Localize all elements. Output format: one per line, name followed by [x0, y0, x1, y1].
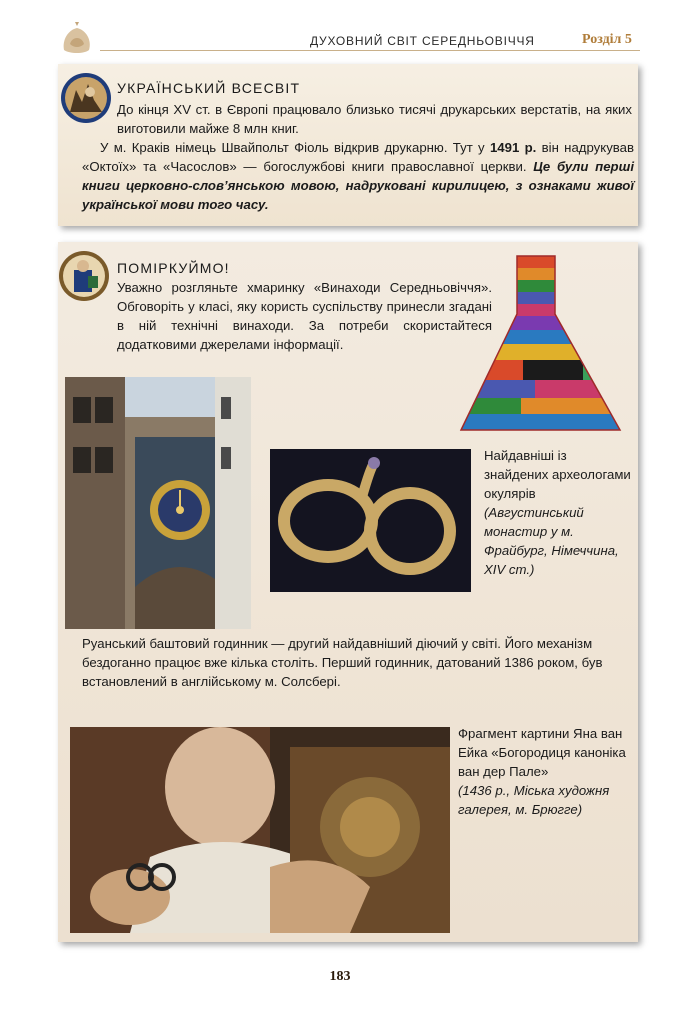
glasses-caption-main: Найдавніші із знайдених археологами окулярів	[484, 448, 631, 501]
rose-logo-icon	[58, 20, 96, 60]
painting-caption-source: (1436 р., Міська художня галерея, м. Брюгге)	[458, 783, 610, 817]
glasses-caption-source: (Августинський монастир у м. Фрайбург, Німеччина, XIV ст.)	[484, 505, 619, 577]
page-number: 183	[329, 969, 351, 984]
van-eyck-painting-fragment	[70, 727, 450, 933]
section-label: Розділ 5	[582, 32, 632, 47]
glasses-caption	[484, 446, 634, 579]
think-emblem-icon	[58, 250, 110, 302]
ancient-glasses-photo	[270, 449, 471, 592]
word-cloud-flask-icon	[455, 252, 625, 437]
clock-caption: Руанський баштовий годинник — другий найдавніший діючий у світі. Його механізм бездоганно працює вже кілька століть. Перший годинник, датований 1386 роком, був встановлений в англійському м. Солсбері.	[82, 636, 603, 689]
box-title-think: ПОМІРКУЙМО!	[117, 260, 230, 276]
box1-para1-text: До кінця XV ст. в Європі працювало близько тисячі друкарських верстатів, на яких виготовили майже 8 млн книг.	[117, 102, 632, 136]
box1-year: 1491 р.	[489, 140, 537, 155]
painting-caption	[458, 724, 628, 819]
box1-para2-b: він надрукував «Октоїх» та «Часослов» — богослужбові книги православної церкви.	[82, 140, 634, 174]
painting-caption-main: Фрагмент картини Яна ван Ейка «Богородиця каноніка ван дер Пале»	[458, 726, 626, 779]
ukrainian-universe-emblem-icon	[60, 72, 112, 124]
box1-para2-emphasis: Це були перші книги церковно-слов’янською мовою, надруковані кирилицею, з ознаками живої української мови того часу.	[82, 159, 634, 212]
running-head: ДУХОВНИЙ СВІТ СЕРЕДНЬОВІЧЧЯ	[310, 34, 535, 48]
box-title-ukrainian-universe: УКРАЇНСЬКИЙ ВСЕСВІТ	[117, 80, 301, 96]
header-rule	[100, 50, 640, 51]
think-paragraph: Уважно розгляньте хмаринку «Винаходи Середньовіччя». Обговоріть у класі, яку користь суспільству принесли згадані в ній технічні винаходи. За потреби скористайтеся додатковими джерелами інформації.	[117, 280, 492, 352]
rouen-clock-photo	[65, 377, 251, 629]
box1-paragraph-1	[117, 100, 632, 138]
box1-para2-a: У м. Краків німець Швайпольт Фіоль відкрив друкарню. Тут у	[100, 140, 490, 155]
box1-paragraph-2	[82, 138, 634, 214]
